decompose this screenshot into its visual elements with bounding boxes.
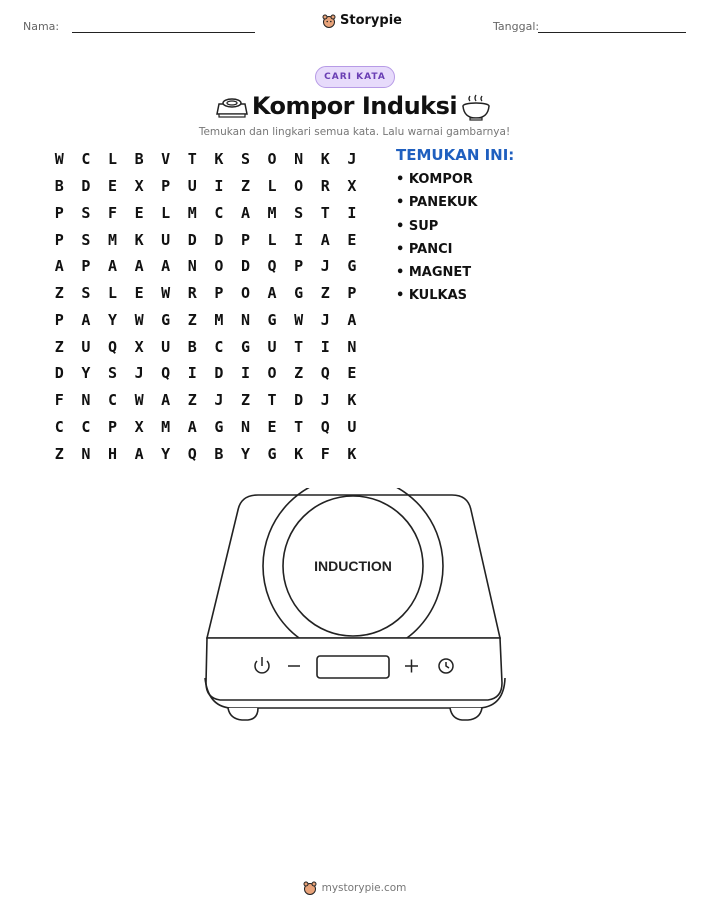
grid-cell[interactable]: D <box>294 391 304 410</box>
grid-cell[interactable]: C <box>107 391 117 410</box>
grid-cell[interactable]: L <box>161 203 171 222</box>
grid-cell[interactable]: I <box>187 364 197 383</box>
grid-cell[interactable]: I <box>347 203 357 222</box>
grid-cell[interactable]: N <box>240 310 250 329</box>
grid-cell[interactable]: W <box>134 391 144 410</box>
word-list-item: • MAGNET <box>396 265 472 281</box>
grid-cell[interactable]: D <box>214 364 224 383</box>
footer <box>0 881 709 895</box>
grid-cell[interactable]: W <box>134 310 144 329</box>
page-title: Kompor Induksi <box>251 92 458 120</box>
grid-cell[interactable]: T <box>320 203 330 222</box>
grid-cell[interactable]: R <box>187 284 197 303</box>
name-label: Nama: <box>23 20 60 33</box>
grid-cell[interactable]: U <box>81 337 91 356</box>
grid-row <box>46 307 365 334</box>
grid-cell[interactable]: K <box>294 444 304 463</box>
brand-logo <box>322 13 402 28</box>
grid-cell[interactable]: C <box>81 150 91 169</box>
grid-cell[interactable]: B <box>54 177 64 196</box>
grid-cell[interactable]: D <box>54 364 64 383</box>
induction-cooktop-illustration <box>200 488 510 728</box>
grid-row <box>46 226 365 253</box>
grid-cell[interactable]: E <box>347 230 357 249</box>
grid-cell[interactable]: W <box>161 284 171 303</box>
grid-cell[interactable]: P <box>54 203 64 222</box>
grid-cell[interactable]: G <box>347 257 357 276</box>
grid-cell[interactable]: Q <box>320 364 330 383</box>
soup-bowl-icon <box>460 94 492 122</box>
grid-cell[interactable]: J <box>320 310 330 329</box>
grid-cell[interactable]: B <box>187 337 197 356</box>
grid-cell[interactable]: Y <box>240 444 250 463</box>
grid-cell[interactable]: J <box>320 391 330 410</box>
grid-cell[interactable]: C <box>81 417 91 436</box>
grid-cell[interactable]: S <box>81 230 91 249</box>
date-label: Tanggal: <box>493 20 540 33</box>
grid-cell[interactable]: S <box>81 284 91 303</box>
grid-cell[interactable]: Q <box>161 364 171 383</box>
grid-cell[interactable]: X <box>134 177 144 196</box>
word-list-item: • PANEKUK <box>396 195 478 211</box>
grid-row <box>46 333 365 360</box>
grid-cell[interactable]: Y <box>81 364 91 383</box>
grid-cell[interactable]: Z <box>294 364 304 383</box>
grid-cell[interactable]: A <box>81 310 91 329</box>
grid-row <box>46 440 365 467</box>
grid-cell[interactable]: D <box>214 230 224 249</box>
grid-cell[interactable]: S <box>240 150 250 169</box>
grid-cell[interactable]: G <box>161 310 171 329</box>
grid-cell[interactable]: E <box>134 284 144 303</box>
word-list-item: • SUP <box>396 218 439 234</box>
grid-cell[interactable]: C <box>54 417 64 436</box>
grid-cell[interactable]: P <box>240 230 250 249</box>
grid-cell[interactable]: Z <box>320 284 330 303</box>
grid-cell[interactable]: A <box>107 257 117 276</box>
grid-cell[interactable]: P <box>214 284 224 303</box>
grid-cell[interactable]: Z <box>187 310 197 329</box>
grid-cell[interactable]: U <box>347 417 357 436</box>
grid-row <box>46 173 365 200</box>
brand-name: Storypie <box>340 13 402 28</box>
storypie-mascot-icon <box>322 14 336 28</box>
grid-cell[interactable]: P <box>54 310 64 329</box>
burner-label: INDUCTION <box>314 558 392 574</box>
storypie-mascot-icon <box>303 881 317 895</box>
word-list <box>396 171 477 311</box>
grid-cell[interactable]: G <box>294 284 304 303</box>
grid-cell[interactable]: G <box>267 444 277 463</box>
grid-cell[interactable]: N <box>187 257 197 276</box>
grid-cell[interactable]: O <box>214 257 224 276</box>
grid-cell[interactable]: K <box>320 150 330 169</box>
grid-cell[interactable]: S <box>294 203 304 222</box>
grid-cell[interactable]: X <box>134 417 144 436</box>
grid-cell[interactable]: L <box>267 230 277 249</box>
grid-cell[interactable]: T <box>267 391 277 410</box>
grid-cell[interactable]: K <box>134 230 144 249</box>
grid-cell[interactable]: X <box>134 337 144 356</box>
grid-cell[interactable]: A <box>161 257 171 276</box>
grid-cell[interactable]: H <box>107 444 117 463</box>
grid-cell[interactable]: O <box>240 284 250 303</box>
grid-cell[interactable]: G <box>267 310 277 329</box>
grid-cell[interactable]: S <box>81 203 91 222</box>
grid-cell[interactable]: E <box>267 417 277 436</box>
grid-cell[interactable]: Q <box>107 337 117 356</box>
grid-row <box>46 280 365 307</box>
grid-cell[interactable]: R <box>320 177 330 196</box>
grid-cell[interactable]: C <box>214 203 224 222</box>
grid-cell[interactable]: E <box>347 364 357 383</box>
grid-cell[interactable]: T <box>294 417 304 436</box>
grid-cell[interactable]: Y <box>161 444 171 463</box>
grid-cell[interactable]: B <box>214 444 224 463</box>
grid-cell[interactable]: O <box>267 364 277 383</box>
instructions: Temukan dan lingkari semua kata. Lalu warnai gambarnya! <box>198 126 511 138</box>
grid-cell[interactable]: M <box>187 203 197 222</box>
grid-row <box>46 200 365 227</box>
grid-row <box>46 387 365 414</box>
grid-cell[interactable]: C <box>214 337 224 356</box>
grid-cell[interactable]: J <box>134 364 144 383</box>
grid-cell[interactable]: L <box>107 284 117 303</box>
grid-cell[interactable]: I <box>240 364 250 383</box>
name-line[interactable] <box>72 32 255 33</box>
grid-cell[interactable]: A <box>54 257 64 276</box>
grid-cell[interactable]: G <box>240 337 250 356</box>
grid-cell[interactable]: T <box>294 337 304 356</box>
grid-cell[interactable]: Z <box>240 177 250 196</box>
grid-cell[interactable]: O <box>267 150 277 169</box>
grid-cell[interactable]: V <box>161 150 171 169</box>
grid-cell[interactable]: K <box>214 150 224 169</box>
grid-cell[interactable]: G <box>214 417 224 436</box>
grid-cell[interactable]: K <box>347 391 357 410</box>
grid-cell[interactable]: X <box>347 177 357 196</box>
grid-cell[interactable]: T <box>187 150 197 169</box>
grid-cell[interactable]: A <box>320 230 330 249</box>
word-list-title: TEMUKAN INI: <box>396 146 515 164</box>
grid-cell[interactable]: S <box>107 364 117 383</box>
grid-cell[interactable]: E <box>134 203 144 222</box>
grid-cell[interactable]: P <box>54 230 64 249</box>
grid-cell[interactable]: I <box>320 337 330 356</box>
grid-cell[interactable]: O <box>294 177 304 196</box>
grid-cell[interactable]: A <box>240 203 250 222</box>
grid-cell[interactable]: N <box>240 417 250 436</box>
grid-cell[interactable]: Q <box>320 417 330 436</box>
grid-cell[interactable]: J <box>214 391 224 410</box>
date-line[interactable] <box>538 32 686 33</box>
grid-cell[interactable]: I <box>294 230 304 249</box>
grid-cell[interactable]: L <box>107 150 117 169</box>
grid-cell[interactable]: U <box>187 177 197 196</box>
grid-cell[interactable]: I <box>214 177 224 196</box>
grid-cell[interactable]: L <box>267 177 277 196</box>
word-list-item: • KOMPOR <box>396 172 473 187</box>
grid-row <box>46 253 365 280</box>
grid-cell[interactable]: U <box>267 337 277 356</box>
grid-cell[interactable]: N <box>81 444 91 463</box>
grid-cell[interactable]: P <box>107 417 117 436</box>
grid-cell[interactable]: U <box>161 337 171 356</box>
grid-cell[interactable]: Z <box>54 444 64 463</box>
grid-cell[interactable]: W <box>294 310 304 329</box>
grid-row <box>46 146 365 173</box>
grid-row <box>46 414 365 441</box>
grid-cell[interactable]: P <box>81 257 91 276</box>
grid-cell[interactable]: A <box>134 257 144 276</box>
grid-cell[interactable]: Z <box>187 391 197 410</box>
grid-cell[interactable]: Z <box>240 391 250 410</box>
grid-cell[interactable]: N <box>347 337 357 356</box>
grid-cell[interactable]: Y <box>107 310 117 329</box>
grid-cell[interactable]: B <box>134 150 144 169</box>
word-list-item: • KULKAS <box>396 288 468 304</box>
grid-cell[interactable]: W <box>54 150 64 169</box>
grid-cell[interactable]: J <box>347 150 357 169</box>
grid-cell[interactable]: A <box>134 444 144 463</box>
word-search-grid <box>46 146 365 467</box>
grid-cell[interactable]: M <box>161 417 171 436</box>
grid-cell[interactable]: M <box>214 310 224 329</box>
grid-cell[interactable]: A <box>267 284 277 303</box>
grid-cell[interactable]: A <box>187 417 197 436</box>
grid-cell[interactable]: P <box>347 284 357 303</box>
grid-cell[interactable]: A <box>161 391 171 410</box>
footer-url[interactable]: mystorypie.com <box>321 882 407 894</box>
category-badge: CARI KATA <box>315 66 395 88</box>
grid-cell[interactable]: Z <box>54 284 64 303</box>
grid-cell[interactable]: F <box>107 203 117 222</box>
grid-cell[interactable]: D <box>240 257 250 276</box>
grid-cell[interactable]: U <box>161 230 171 249</box>
grid-cell[interactable]: M <box>267 203 277 222</box>
grid-cell[interactable]: D <box>187 230 197 249</box>
word-list-item: • PANCI <box>396 241 453 257</box>
grid-cell[interactable]: N <box>294 150 304 169</box>
grid-cell[interactable]: Q <box>187 444 197 463</box>
grid-cell[interactable]: F <box>54 391 64 410</box>
grid-row <box>46 360 365 387</box>
grid-cell[interactable]: P <box>294 257 304 276</box>
grid-cell[interactable]: F <box>320 444 330 463</box>
grid-cell[interactable]: M <box>107 230 117 249</box>
grid-cell[interactable]: E <box>107 177 117 196</box>
grid-cell[interactable]: J <box>320 257 330 276</box>
grid-cell[interactable]: Q <box>267 257 277 276</box>
grid-cell[interactable]: N <box>81 391 91 410</box>
grid-cell[interactable]: Z <box>54 337 64 356</box>
grid-cell[interactable]: A <box>347 310 357 329</box>
grid-cell[interactable]: K <box>347 444 357 463</box>
grid-cell[interactable]: P <box>161 177 171 196</box>
grid-cell[interactable]: D <box>81 177 91 196</box>
